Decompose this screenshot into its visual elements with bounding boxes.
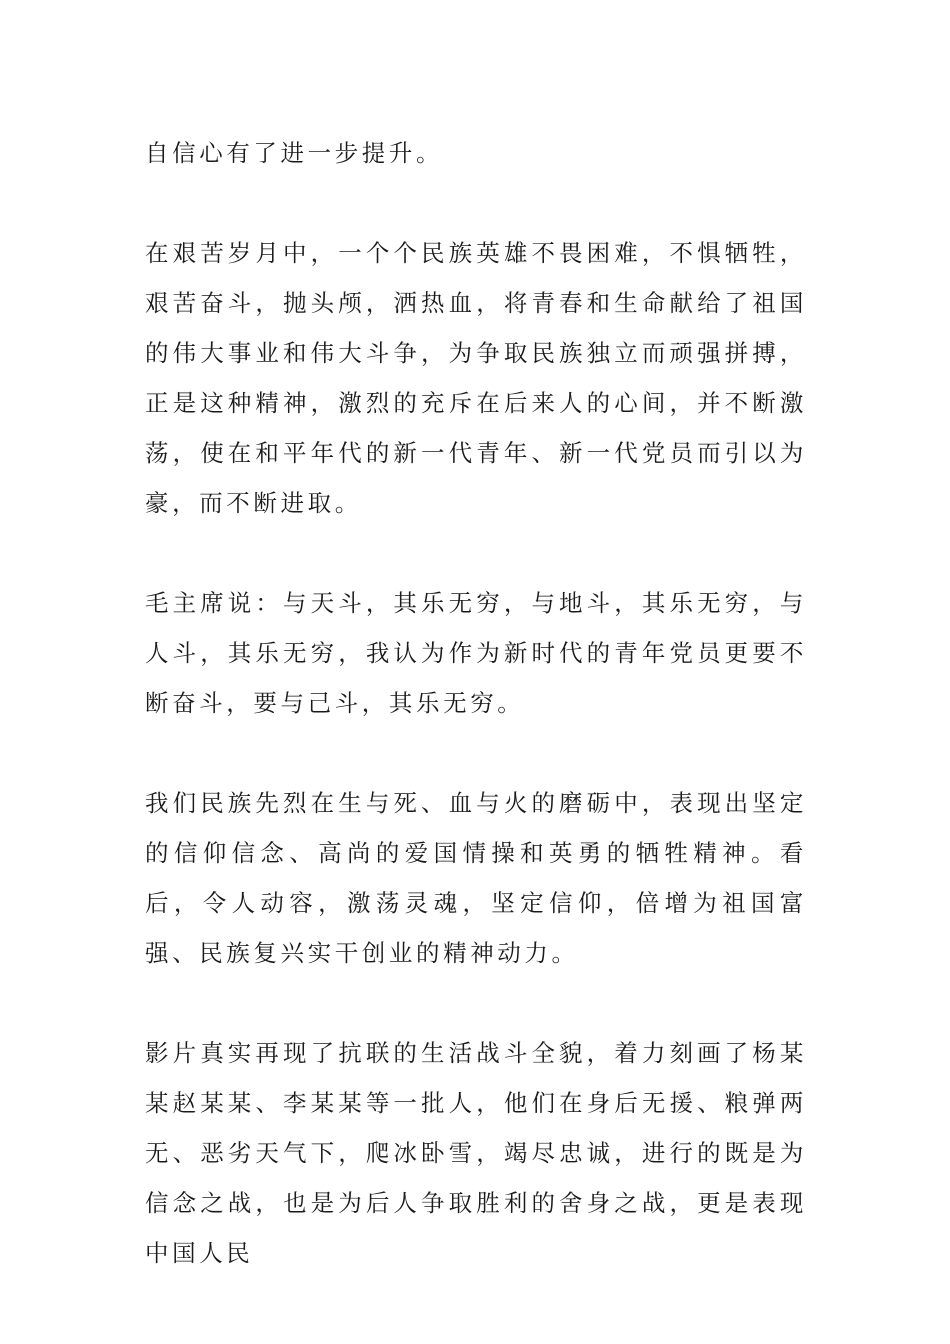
paragraph-1: 自信心有了进一步提升。 [145, 139, 444, 167]
paragraph-5: 影片真实再现了抗联的生活战斗全貌，着力刻画了杨某某赵某某、李某某等一批人，他们在身后无援、粮弹两无、恶劣天气下，爬冰卧雪，竭尽忠诚，进行的既是为信念之战，也是为后人争取胜利的舍身之战，更是表现中国人民 [145, 1039, 807, 1267]
paragraph-4: 我们民族先烈在生与死、血与火的磨砺中，表现出坚定的信仰信念、高尚的爱国情操和英勇的牺牲精神。看后，令人动容，激荡灵魂，坚定信仰，倍增为祖国富强、民族复兴实干创业的精神动力。 [145, 789, 807, 967]
paragraph-2: 在艰苦岁月中，一个个民族英雄不畏困难，不惧牺牲，艰苦奋斗，抛头颅，洒热血，将青春和生命献给了祖国的伟大事业和伟大斗争，为争取民族独立而顽强拼搏，正是这种精神，激烈的充斥在后来人的心间，并不断激荡，使在和平年代的新一代青年、新一代党员而引以为豪，而不断进取。 [145, 239, 807, 517]
paragraph-3: 毛主席说：与天斗，其乐无穷，与地斗，其乐无穷，与人斗，其乐无穷，我认为作为新时代的青年党员更要不断奋斗，要与己斗，其乐无穷。 [145, 589, 807, 717]
document-body [145, 128, 807, 1328]
